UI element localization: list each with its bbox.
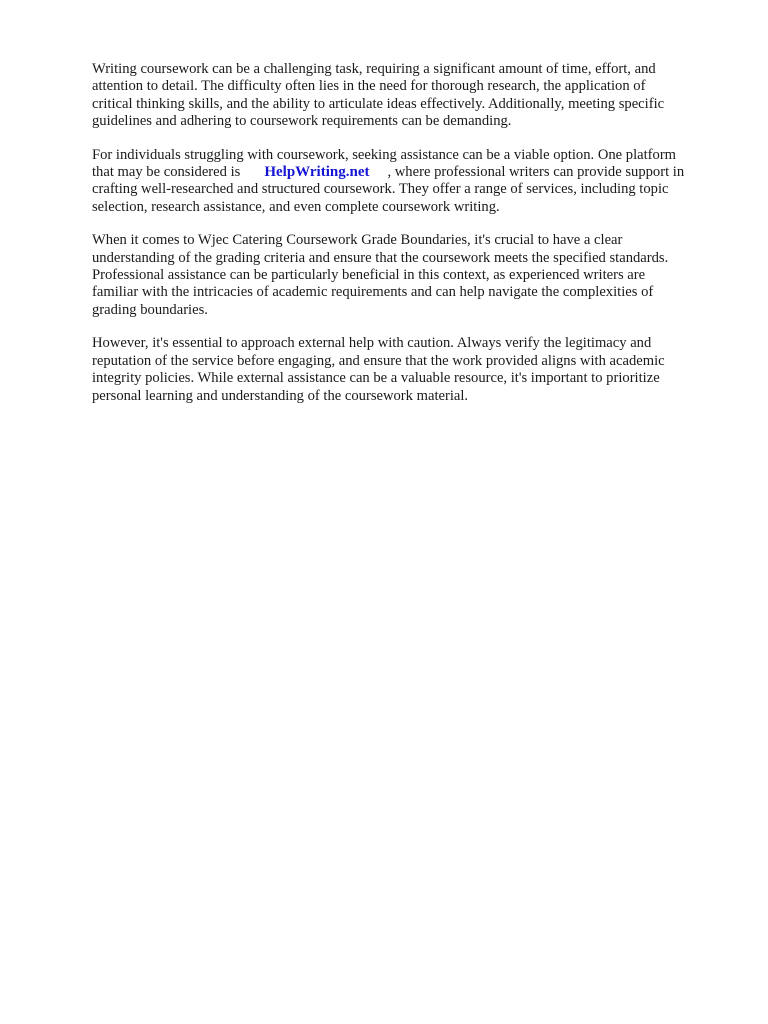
text-after-link: , where professional writers can provide support in [387,164,685,181]
text-line: Writing coursework can be a challenging task, requiring a significant amount of time, effort, and [92,61,656,77]
helpwriting-link[interactable]: HelpWriting.net [264,164,370,181]
text-line: crafting well-researched and structured coursework. They offer a range of services, including topic [92,181,669,198]
text-line: critical thinking skills, and the ability to articulate ideas effectively. Additionally, meeting specific [92,95,665,112]
paragraph-grade-boundaries [92,232,728,319]
text-line: reputation of the service before engaging, and ensure that the work provided aligns with academic [92,352,665,369]
text-before-link: that may be considered is [92,164,241,181]
text-line: attention to detail. The difficulty often lies in the need for thorough research, the application of [92,78,646,95]
text-line: However, it's essential to approach external help with caution. Always verify the legitimacy and [92,335,652,352]
paragraph-assistance [92,147,728,217]
paragraph-intro [92,61,728,131]
text-line: grading boundaries. [92,301,208,318]
text-line: understanding of the grading criteria and ensure that the coursework meets the specified standards. [92,249,669,266]
text-line: integrity policies. While external assistance can be a valuable resource, it's important to prioritize [92,370,660,387]
text-line: For individuals struggling with coursework, seeking assistance can be a viable option. One platform [92,146,677,163]
text-line: Professional assistance can be particularly beneficial in this context, as experienced writers are [92,267,646,284]
text-line: guidelines and adhering to coursework requirements can be demanding. [92,113,512,130]
text-line: selection, research assistance, and even complete coursework writing. [92,198,500,215]
text-line: personal learning and understanding of the coursework material. [92,387,469,404]
text-line: When it comes to Wjec Catering Coursework Grade Boundaries, it's crucial to have a clear [92,232,623,249]
paragraph-caution [92,335,728,405]
text-line: familiar with the intricacies of academic requirements and can help navigate the complexities of [92,284,654,301]
text-line-with-link [92,164,728,181]
